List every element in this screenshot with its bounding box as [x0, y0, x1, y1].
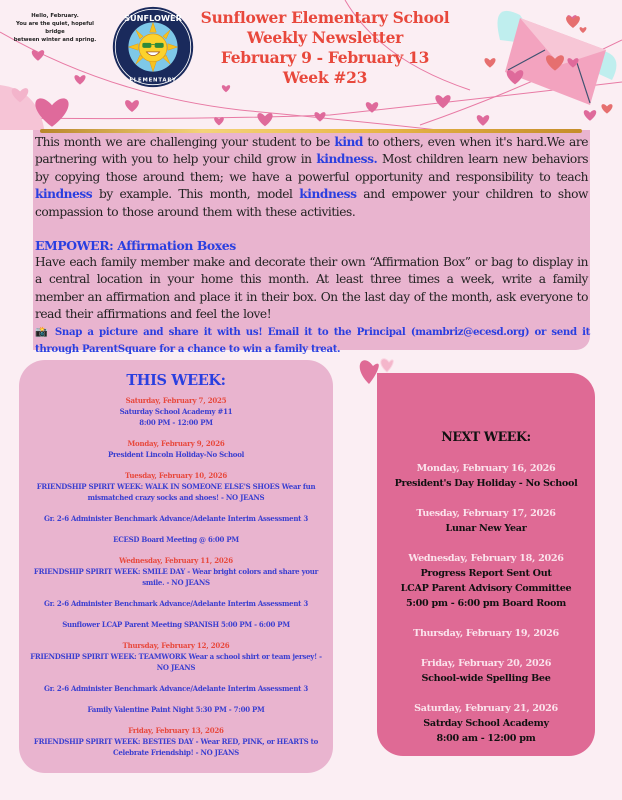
this-week-event — [19, 555, 333, 588]
event-date: Thursday, February 12, 2026 — [122, 641, 230, 650]
next-week-panel — [377, 373, 595, 756]
event-description: Lunar New Year — [445, 523, 527, 534]
newsletter-title — [200, 8, 450, 88]
date-range: February 9 - February 13 — [220, 48, 430, 67]
snap-text: Snap a picture and share it with us! Email it to the Principal (mambriz@ecesd.org) or send it through ParentSquare for a chance to win a family treat. — [35, 325, 590, 355]
tagline-line: Hello, February. — [31, 13, 79, 19]
this-week-event — [19, 470, 333, 503]
keyword-kindness: kindness. — [316, 152, 378, 167]
event-description: Satrday School Academy — [423, 718, 549, 729]
event-description: Sunflower LCAP Parent Meeting SPANISH 5:00 PM - 6:00 PM — [62, 620, 290, 629]
tagline — [6, 12, 104, 44]
sunflower-sun-logo-icon — [112, 6, 194, 88]
event-date: Friday, February 20, 2026 — [420, 658, 552, 669]
this-week-event — [19, 438, 333, 460]
this-week-events — [19, 395, 333, 758]
event-description: Gr. 2-6 Administer Benchmark Advance/Adelante Interim Assessment 3 — [44, 514, 308, 523]
intro-text: This month we are challenging your student to be — [35, 135, 335, 149]
event-description: FRIENDSHIP SPIRIT WEEK: SMILE DAY - Wear bright colors and share your smile. - NO JEANS — [33, 567, 319, 587]
event-date: Monday, February 16, 2026 — [416, 463, 556, 474]
newsletter-header — [0, 0, 622, 130]
this-week-event — [19, 513, 333, 524]
this-week-event — [19, 725, 333, 758]
next-week-event — [377, 656, 595, 686]
tagline-line: You are the quiet, hopeful bridge — [15, 21, 94, 35]
flying-envelope-icon — [498, 11, 617, 105]
event-description: School-wide Spelling Bee — [421, 673, 551, 684]
gold-divider — [40, 129, 582, 133]
intro-text: Most children learn new behaviors by copying those around them; we have a powerful opportunity and responsibility to teach — [35, 152, 589, 184]
event-description: Progress Report Sent Out — [420, 568, 552, 579]
intro-paragraph — [35, 134, 590, 221]
next-week-event — [377, 626, 595, 641]
next-week-event — [377, 551, 595, 611]
event-description: Saturday School Academy #11 — [119, 407, 233, 416]
newsletter-label: Weekly Newsletter — [247, 28, 403, 47]
event-date: Saturday, February 7, 2025 — [125, 396, 227, 405]
event-description: Family Valentine Paint Night 5:30 PM - 7:00 PM — [87, 705, 265, 714]
this-week-event — [19, 395, 333, 428]
event-description: 8:00 PM - 12:00 PM — [139, 418, 213, 427]
intro-text: to others, even when it's hard.We are partnering with you to help your child grow in — [35, 135, 589, 167]
event-date: Tuesday, February 17, 2026 — [416, 508, 556, 519]
this-week-event — [19, 534, 333, 545]
svg-text:SUNFLOWER: SUNFLOWER — [124, 12, 182, 23]
tagline-line: between winter and spring. — [13, 37, 97, 43]
camera-icon: 📸 — [35, 325, 50, 338]
empower-title: EMPOWER: Affirmation Boxes — [35, 238, 236, 254]
event-date: Thursday, February 19, 2026 — [413, 628, 559, 639]
event-date: Wednesday, February 11, 2026 — [119, 556, 233, 565]
keyword-kindness: kind — [334, 135, 364, 149]
this-week-event — [19, 683, 333, 694]
this-week-event — [19, 619, 333, 630]
keyword-kindness: kindness — [299, 187, 357, 202]
event-description: FRIENDSHIP SPIRIT WEEK: BESTIES DAY - Wear RED, PINK, or HEARTS to Celebrate Friendship! - NO JEANS — [33, 737, 319, 757]
snap-callout — [35, 324, 590, 358]
intro-text: by example. This month, model — [92, 187, 300, 202]
this-week-event — [19, 640, 333, 673]
event-description: 8:00 am - 12:00 pm — [436, 733, 536, 744]
keyword-kindness: kindness — [35, 187, 93, 202]
event-date: Wednesday, February 18, 2026 — [408, 553, 564, 564]
next-week-heading: NEXT WEEK: — [441, 429, 531, 444]
this-week-event — [19, 598, 333, 609]
event-description: Gr. 2-6 Administer Benchmark Advance/Adelante Interim Assessment 3 — [44, 599, 308, 608]
next-week-event — [377, 701, 595, 746]
event-description: President's Day Holiday - No School — [394, 478, 578, 489]
event-date: Friday, February 13, 2026 — [128, 726, 224, 735]
this-week-heading: THIS WEEK: — [126, 372, 226, 389]
week-number: Week #23 — [282, 68, 368, 87]
event-date: Tuesday, February 10, 2026 — [124, 471, 228, 480]
event-description: FRIENDSHIP SPIRIT WEEK: WALK IN SOMEONE ELSE'S SHOES Wear fun mismatched crazy socks and shoes! - NO JEANS — [36, 482, 316, 502]
event-date: Saturday, February 21, 2026 — [414, 703, 558, 714]
this-week-event — [19, 704, 333, 715]
event-description: 5:00 pm - 6:00 pm Board Room — [406, 598, 566, 609]
event-description: FRIENDSHIP SPIRIT WEEK: TEAMWORK Wear a school shirt or team jersey! - NO JEANS — [30, 652, 322, 672]
svg-text:ELEMENTARY: ELEMENTARY — [129, 77, 177, 84]
event-description: ECESD Board Meeting @ 6:00 PM — [113, 535, 239, 544]
school-name: Sunflower Elementary School — [200, 8, 450, 27]
event-description: President Lincoln Holiday-No School — [107, 450, 245, 459]
event-date: Monday, February 9, 2026 — [127, 439, 225, 448]
next-week-event — [377, 506, 595, 536]
intro-section — [33, 130, 590, 355]
event-description: Gr. 2-6 Administer Benchmark Advance/Adelante Interim Assessment 3 — [44, 684, 308, 693]
intro-text: and empower your children to show compassion to those around them with these activities. — [35, 187, 588, 219]
empower-body: Have each family member make and decorate their own “Affirmation Box” or bag to display in a central location in your home this month. At least three times a week, write a family member an affirmation and place it in their box. On the last day of the month, ask everyone to read their affirmations and feel the love! — [35, 255, 588, 322]
event-description: LCAP Parent Advisory Committee — [400, 583, 572, 594]
next-week-event — [377, 461, 595, 491]
this-week-panel — [19, 360, 333, 773]
next-week-events — [377, 461, 595, 746]
